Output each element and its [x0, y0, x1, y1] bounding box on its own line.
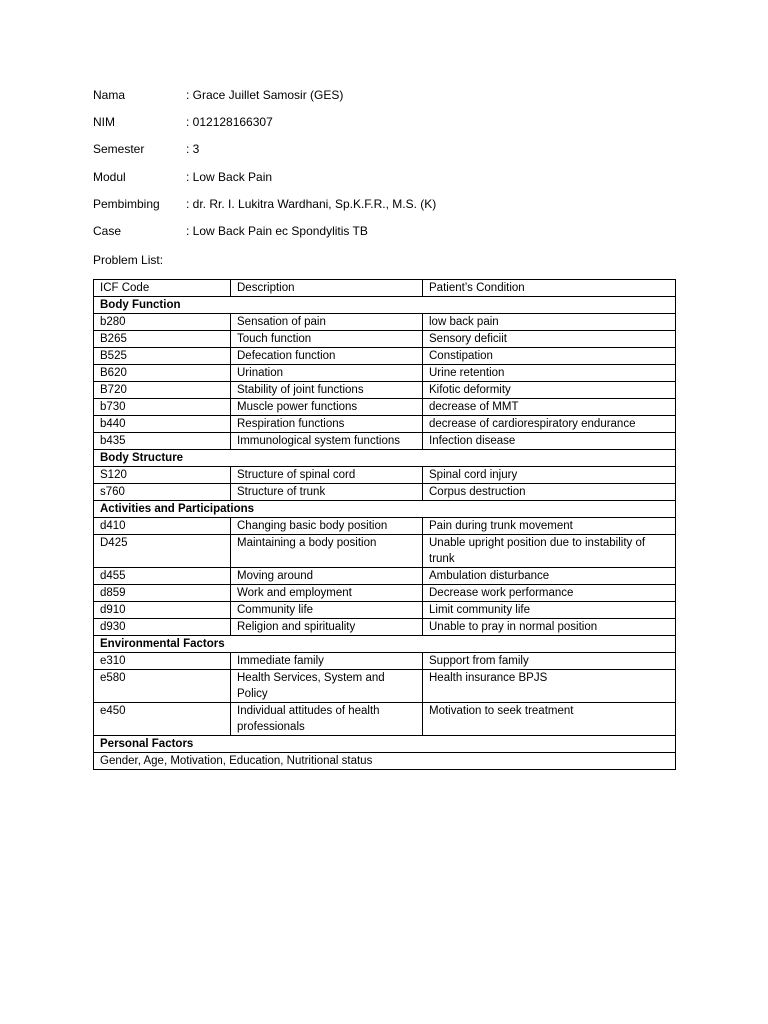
header-cell: Description [231, 280, 423, 297]
icf-code-cell: B265 [94, 331, 231, 348]
icf-code-cell: d410 [94, 518, 231, 535]
section-title: Environmental Factors [94, 636, 676, 653]
condition-cell: low back pain [423, 314, 676, 331]
table-row [94, 518, 676, 535]
info-value: : dr. Rr. I. Lukitra Wardhani, Sp.K.F.R., M.S. (K) [186, 196, 437, 211]
description-cell: Sensation of pain [231, 314, 423, 331]
condition-cell: Unable upright position due to instability of trunk [423, 535, 676, 568]
info-value: : 012128166307 [186, 115, 273, 130]
condition-cell: Pain during trunk movement [423, 518, 676, 535]
icf-code-cell: d859 [94, 585, 231, 602]
table-row [94, 619, 676, 636]
info-row-nama [93, 87, 436, 114]
info-label: Modul [93, 169, 126, 184]
table-row [94, 568, 676, 585]
table-row [94, 399, 676, 416]
info-value: : Grace Juillet Samosir (GES) [186, 88, 344, 102]
table-row [94, 653, 676, 670]
info-value: : Low Back Pain [186, 169, 273, 184]
icf-code-cell: d455 [94, 568, 231, 585]
condition-cell: decrease of MMT [423, 399, 676, 416]
description-cell: Changing basic body position [231, 518, 423, 535]
table-row [94, 703, 676, 736]
condition-cell: Unable to pray in normal position [423, 619, 676, 636]
icf-code-cell: B620 [94, 365, 231, 382]
table-row [94, 416, 676, 433]
description-cell: Moving around [231, 568, 423, 585]
info-row-semester [93, 141, 436, 168]
icf-code-cell: e580 [94, 670, 231, 703]
header-cell: ICF Code [94, 280, 231, 297]
section-row-environmental [94, 636, 676, 653]
table-row [94, 382, 676, 399]
section-title: Personal Factors [94, 736, 676, 753]
description-cell: Individual attitudes of health professionals [231, 703, 423, 736]
table-row [94, 535, 676, 568]
table-row [94, 467, 676, 484]
description-cell: Respiration functions [231, 416, 423, 433]
section-row-body-function [94, 297, 676, 314]
section-title: Activities and Participations [94, 501, 676, 518]
description-cell: Defecation function [231, 348, 423, 365]
table-header-row [94, 280, 676, 297]
description-cell: Health Services, System and Policy [231, 670, 423, 703]
table-row [94, 433, 676, 450]
table-row [94, 484, 676, 501]
info-label: Nama [93, 88, 126, 102]
section-row-body-structure [94, 450, 676, 467]
condition-cell: Spinal cord injury [423, 467, 676, 484]
problem-list-table [93, 279, 676, 770]
section-title: Body Structure [94, 450, 676, 467]
condition-cell: Health insurance BPJS [423, 670, 676, 703]
table-row [94, 585, 676, 602]
table-row [94, 331, 676, 348]
table-row [94, 602, 676, 619]
table-row [94, 670, 676, 703]
description-cell: Maintaining a body position [231, 535, 423, 568]
description-cell: Stability of joint functions [231, 382, 423, 399]
icf-code-cell: d910 [94, 602, 231, 619]
condition-cell: Urine retention [423, 365, 676, 382]
condition-cell: Ambulation disturbance [423, 568, 676, 585]
description-cell: Immunological system functions [231, 433, 423, 450]
section-title: Body Function [94, 297, 676, 314]
table-row [94, 348, 676, 365]
description-cell: Community life [231, 602, 423, 619]
info-label: Pembimbing [93, 196, 160, 211]
icf-code-cell: b730 [94, 399, 231, 416]
condition-cell: Infection disease [423, 433, 676, 450]
icf-code-cell: b440 [94, 416, 231, 433]
description-cell: Work and employment [231, 585, 423, 602]
condition-cell: Kifotic deformity [423, 382, 676, 399]
info-label: Case [93, 223, 122, 238]
condition-cell: Constipation [423, 348, 676, 365]
description-cell: Immediate family [231, 653, 423, 670]
icf-code-cell: b280 [94, 314, 231, 331]
section-row-activities [94, 501, 676, 518]
icf-code-cell: D425 [94, 535, 231, 568]
description-cell: Structure of spinal cord [231, 467, 423, 484]
condition-cell: Limit community life [423, 602, 676, 619]
description-cell: Structure of trunk [231, 484, 423, 501]
icf-code-cell: b435 [94, 433, 231, 450]
table-row [94, 753, 676, 770]
condition-cell: decrease of cardiorespiratory endurance [423, 416, 676, 433]
header-cell: Patient’s Condition [423, 280, 676, 297]
table-row [94, 365, 676, 382]
info-value: : 3 [186, 142, 200, 157]
personal-factors-cell: Gender, Age, Motivation, Education, Nutritional status [94, 753, 676, 770]
description-cell: Religion and spirituality [231, 619, 423, 636]
info-row-pembimbing [93, 196, 436, 223]
info-row-modul [93, 169, 436, 196]
condition-cell: Sensory deficiit [423, 331, 676, 348]
icf-code-cell: d930 [94, 619, 231, 636]
icf-code-cell: s760 [94, 484, 231, 501]
info-value: : Low Back Pain ec Spondylitis TB [186, 223, 368, 238]
icf-code-cell: e310 [94, 653, 231, 670]
description-cell: Muscle power functions [231, 399, 423, 416]
icf-code-cell: e450 [94, 703, 231, 736]
condition-cell: Corpus destruction [423, 484, 676, 501]
icf-code-cell: B525 [94, 348, 231, 365]
student-info [93, 87, 436, 250]
info-row-nim [93, 114, 436, 141]
info-label: Semester [93, 142, 145, 157]
description-cell: Touch function [231, 331, 423, 348]
info-row-case [93, 223, 436, 250]
problem-list-title: Problem List: [93, 253, 164, 267]
section-row-personal [94, 736, 676, 753]
condition-cell: Support from family [423, 653, 676, 670]
icf-code-cell: B720 [94, 382, 231, 399]
icf-code-cell: S120 [94, 467, 231, 484]
condition-cell: Decrease work performance [423, 585, 676, 602]
condition-cell: Motivation to seek treatment [423, 703, 676, 736]
info-label: NIM [93, 115, 115, 130]
description-cell: Urination [231, 365, 423, 382]
table-row [94, 314, 676, 331]
